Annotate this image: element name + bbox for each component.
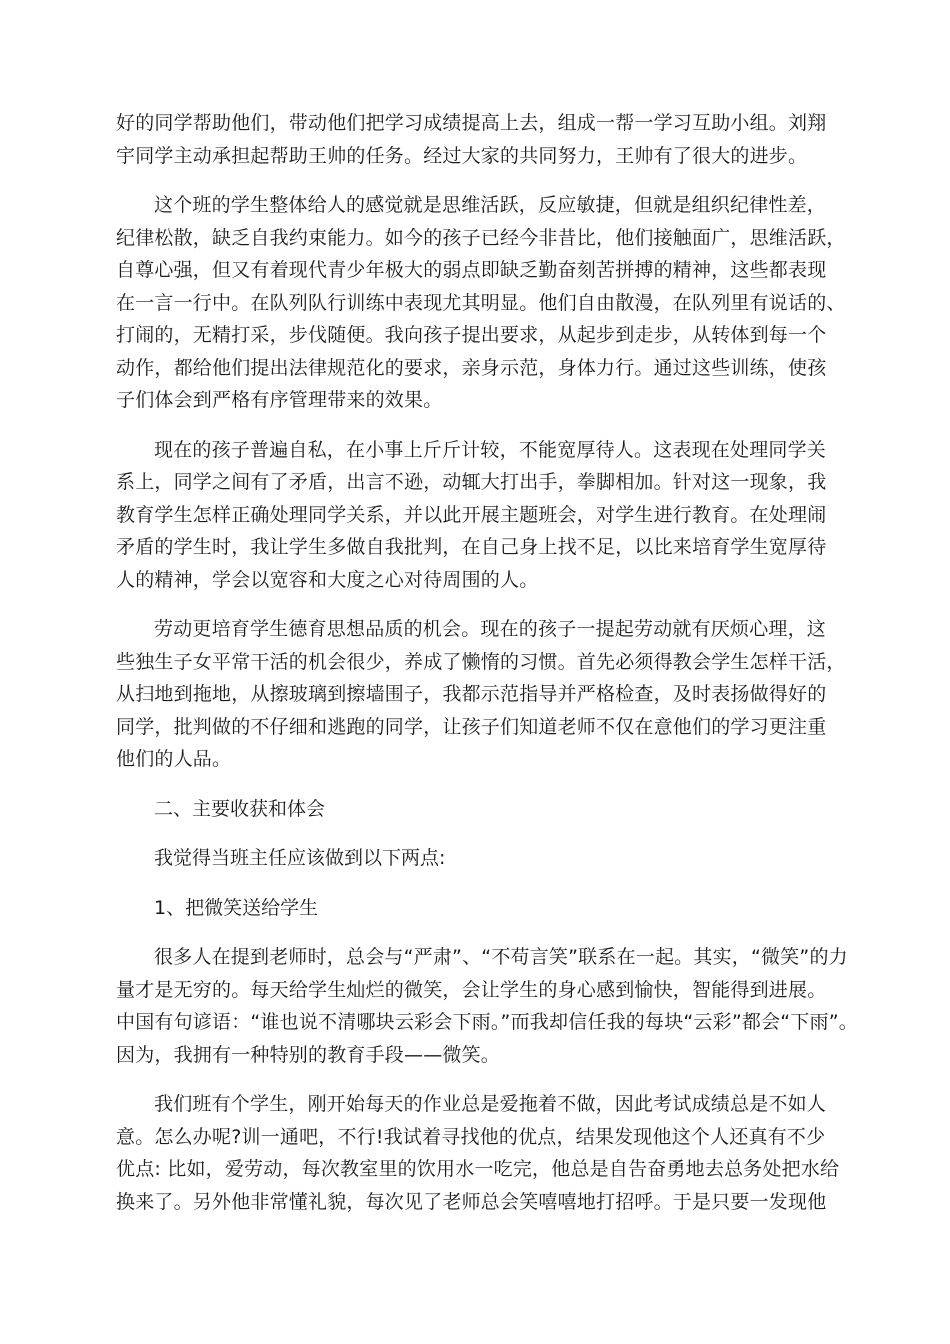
text-line: 教育学生怎样正确处理同学关系，并以此开展主题班会，对学生进行教育。在处理闹 (116, 503, 827, 526)
text-line: 系上，同学之间有了矛盾，出言不逊，动辄大打出手，拳脚相加。针对这一现象，我 (116, 471, 827, 493)
text-line: 换来了。另外他非常懂礼貌，每次见了老师总会笑嘻嘻地打招呼。于是只要一发现他 (116, 1190, 827, 1213)
text-line: 些独生子女平常干活的机会很少，养成了懒惰的习惯。首先必须得教会学生怎样干活， (116, 650, 846, 673)
text-line: 宇同学主动承担起帮助王帅的任务。经过大家的共同努力，王帅有了很大的进步。 (116, 144, 808, 167)
text-line: 劳动更培育学生德育思想品质的机会。现在的孩子一提起劳动就有厌烦心理，这 (154, 618, 827, 640)
text-line: 同学，批判做的不仔细和逃跑的同学，让孩子们知道老师不仅在意他们的学习更注重 (116, 715, 827, 738)
text-line: 他们的人品。 (116, 748, 232, 770)
paragraph-3 (116, 434, 839, 597)
text-line: 自尊心强，但又有着现代青少年极大的弱点即缺乏勤奋刻苦拼搏的精神，这些都表现 (116, 259, 827, 281)
text-line: 优点: 比如，爱劳动，每次教室里的饮用水一吃完，他总是自告奋勇地去总务处把水给 (116, 1158, 840, 1180)
paragraph-6 (116, 1088, 839, 1218)
text-line: 矛盾的学生时，我让学生多做自我批判，在自己身上找不足，以比来培育学生宽厚待 (116, 536, 827, 558)
text-line: 量才是无穷的。每天给学生灿烂的微笑，会让学生的身心感到愉快，智能得到进展。 (116, 978, 827, 1001)
text-line: 意。怎么办呢?训一通吧，不行!我试着寻找他的优点，结果发现他这个人还真有不少 (116, 1125, 826, 1148)
text-line: 现在的孩子普遍自私，在小事上斤斤计较，不能宽厚待人。这表现在处理同学关 (154, 438, 827, 461)
text-line: 子们体会到严格有序管理带来的效果。 (116, 389, 443, 411)
paragraph-2 (116, 189, 846, 417)
text-line: 这个班的学生整体给人的感觉就是思维活跃，反应敏捷，但就是组织纪律性差， (154, 194, 827, 216)
text-line: 很多人在提到老师时，总会与“严肃”、“不苟言笑”联系在一起。其实，“微笑”的力 (154, 946, 848, 968)
text-line: 因为，我拥有一种特别的教育手段——微笑。 (116, 1043, 501, 1066)
paragraph-4 (116, 613, 846, 776)
text-line: 在一言一行中。在队列队行训练中表现尤其明显。他们自由散漫，在队列里有说话的、 (116, 291, 846, 314)
text-line: 纪律松散，缺乏自我约束能力。如今的孩子已经今非昔比，他们接触面广，思维活跃， (116, 226, 846, 249)
text-line: 中国有句谚语：“谁也说不清哪块云彩会下雨。”而我却信任我的每块“云彩”都会“下雨”。 (116, 1011, 858, 1033)
paragraph-5 (116, 941, 858, 1071)
intro-line: 我觉得当班主任应该做到以下两点: (154, 847, 446, 869)
text-line: 我们班有个学生，刚开始每天的作业总是爱拖着不做，因此考试成绩总是不如人 (154, 1093, 827, 1115)
text-line: 好的同学帮助他们，带动他们把学习成绩提高上去，组成一帮一学习互助小组。刘翔 (116, 112, 827, 134)
text-line: 从扫地到拖地，从擦玻璃到擦墙围子，我都示范指导并严格检查，及时表扬做得好的 (116, 683, 827, 705)
section-heading: 二、主要收获和体会 (154, 797, 326, 820)
text-line: 动作，都给他们提出法律规范化的要求，亲身示范，身体力行。通过这些训练，使孩 (116, 356, 827, 379)
text-line: 打闹的，无精打采，步伐随便。我向孩子提出要求，从起步到走步，从转体到每一个 (116, 324, 827, 346)
paragraph-1 (116, 107, 839, 172)
subsection-heading: 1、把微笑送给学生 (154, 896, 319, 919)
text-line: 人的精神，学会以宽容和大度之心对待周围的人。 (116, 568, 539, 591)
